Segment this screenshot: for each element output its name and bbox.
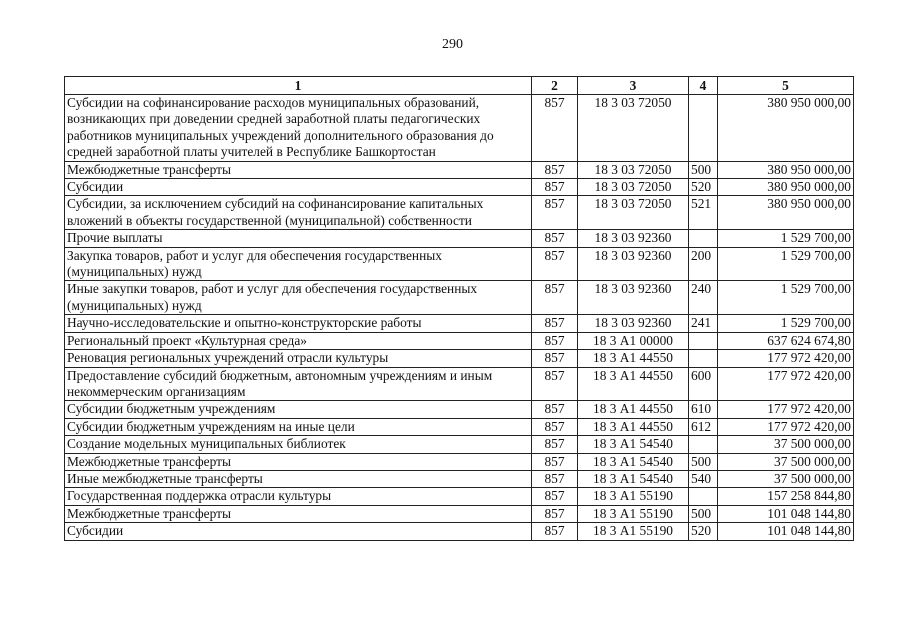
cell-type: 240: [689, 281, 718, 315]
header-col-1: 1: [65, 77, 532, 95]
cell-ministry: 857: [532, 230, 578, 247]
cell-amount: 380 950 000,00: [718, 161, 854, 178]
cell-code: 18 3 03 72050: [578, 196, 689, 230]
table-row: [65, 161, 854, 178]
table-row: [65, 95, 854, 162]
cell-ministry: 857: [532, 95, 578, 162]
cell-ministry: 857: [532, 247, 578, 281]
cell-type: 521: [689, 196, 718, 230]
table-row: [65, 505, 854, 522]
cell-name: Прочие выплаты: [65, 230, 532, 247]
cell-type: 500: [689, 505, 718, 522]
cell-name: Субсидии: [65, 523, 532, 540]
cell-type: [689, 95, 718, 162]
cell-amount: 637 624 674,80: [718, 332, 854, 349]
cell-amount: 157 258 844,80: [718, 488, 854, 505]
table-row: [65, 350, 854, 367]
table-body: [65, 95, 854, 541]
cell-code: 18 3 А1 55190: [578, 505, 689, 522]
cell-code: 18 3 А1 54540: [578, 453, 689, 470]
cell-name: Межбюджетные трансферты: [65, 505, 532, 522]
table-header: [65, 77, 854, 95]
page-number: 290: [442, 37, 463, 52]
cell-name: Субсидии на софинансирование расходов муниципальных образований, возникающих при доведении средней заработной платы педагогических работников муниципальных учреждений дополнительного образования до средней заработной платы учителей в Республике Башкортостан: [65, 95, 532, 162]
cell-amount: 37 500 000,00: [718, 436, 854, 453]
cell-type: 520: [689, 523, 718, 540]
cell-name: Межбюджетные трансферты: [65, 161, 532, 178]
cell-ministry: 857: [532, 281, 578, 315]
table-row: [65, 281, 854, 315]
cell-name: Субсидии бюджетным учреждениям: [65, 401, 532, 418]
cell-type: 241: [689, 315, 718, 332]
table-row: [65, 470, 854, 487]
cell-ministry: 857: [532, 401, 578, 418]
cell-code: 18 3 03 72050: [578, 95, 689, 162]
cell-type: 500: [689, 453, 718, 470]
cell-ministry: 857: [532, 367, 578, 401]
cell-ministry: 857: [532, 505, 578, 522]
cell-code: 18 3 А1 00000: [578, 332, 689, 349]
cell-code: 18 3 А1 55190: [578, 488, 689, 505]
cell-amount: 380 950 000,00: [718, 196, 854, 230]
cell-amount: 1 529 700,00: [718, 230, 854, 247]
header-col-5: 5: [718, 77, 854, 95]
cell-ministry: 857: [532, 332, 578, 349]
cell-ministry: 857: [532, 179, 578, 196]
cell-type: 540: [689, 470, 718, 487]
cell-type: [689, 350, 718, 367]
cell-amount: 177 972 420,00: [718, 418, 854, 435]
header-col-2: 2: [532, 77, 578, 95]
cell-code: 18 3 03 92360: [578, 281, 689, 315]
cell-ministry: 857: [532, 350, 578, 367]
table-row: [65, 436, 854, 453]
cell-amount: 1 529 700,00: [718, 315, 854, 332]
cell-amount: 101 048 144,80: [718, 505, 854, 522]
cell-name: Субсидии бюджетным учреждениям на иные цели: [65, 418, 532, 435]
cell-type: 600: [689, 367, 718, 401]
cell-code: 18 3 03 92360: [578, 315, 689, 332]
cell-code: 18 3 03 92360: [578, 230, 689, 247]
cell-type: [689, 332, 718, 349]
cell-type: 612: [689, 418, 718, 435]
cell-type: 500: [689, 161, 718, 178]
cell-code: 18 3 А1 54540: [578, 436, 689, 453]
cell-name: Иные закупки товаров, работ и услуг для обеспечения государственных (муниципальных) нужд: [65, 281, 532, 315]
cell-amount: 1 529 700,00: [718, 247, 854, 281]
cell-ministry: 857: [532, 196, 578, 230]
cell-ministry: 857: [532, 436, 578, 453]
cell-name: Предоставление субсидий бюджетным, автономным учреждениям и иным некоммерческим организациям: [65, 367, 532, 401]
cell-ministry: 857: [532, 453, 578, 470]
table-row: [65, 247, 854, 281]
cell-name: Реновация региональных учреждений отрасли культуры: [65, 350, 532, 367]
cell-code: 18 3 А1 44550: [578, 418, 689, 435]
header-row: [65, 77, 854, 95]
cell-code: 18 3 03 72050: [578, 179, 689, 196]
table-row: [65, 488, 854, 505]
cell-amount: 177 972 420,00: [718, 350, 854, 367]
cell-amount: 177 972 420,00: [718, 367, 854, 401]
cell-code: 18 3 А1 44550: [578, 367, 689, 401]
cell-amount: 380 950 000,00: [718, 95, 854, 162]
cell-amount: 1 529 700,00: [718, 281, 854, 315]
cell-amount: 37 500 000,00: [718, 453, 854, 470]
cell-code: 18 3 03 72050: [578, 161, 689, 178]
cell-type: [689, 436, 718, 453]
cell-amount: 37 500 000,00: [718, 470, 854, 487]
budget-table: [64, 76, 854, 541]
cell-code: 18 3 А1 54540: [578, 470, 689, 487]
cell-name: Создание модельных муниципальных библиотек: [65, 436, 532, 453]
table-row: [65, 401, 854, 418]
cell-ministry: 857: [532, 488, 578, 505]
cell-name: Научно-исследовательские и опытно-конструкторские работы: [65, 315, 532, 332]
cell-type: 520: [689, 179, 718, 196]
cell-code: 18 3 А1 55190: [578, 523, 689, 540]
cell-name: Субсидии: [65, 179, 532, 196]
cell-type: 200: [689, 247, 718, 281]
header-col-3: 3: [578, 77, 689, 95]
cell-name: Иные межбюджетные трансферты: [65, 470, 532, 487]
cell-type: [689, 488, 718, 505]
cell-type: [689, 230, 718, 247]
table-row: [65, 418, 854, 435]
table-row: [65, 332, 854, 349]
table-row: [65, 230, 854, 247]
header-col-4: 4: [689, 77, 718, 95]
cell-code: 18 3 А1 44550: [578, 401, 689, 418]
cell-ministry: 857: [532, 418, 578, 435]
table-row: [65, 315, 854, 332]
cell-ministry: 857: [532, 315, 578, 332]
cell-type: 610: [689, 401, 718, 418]
cell-name: Региональный проект «Культурная среда»: [65, 332, 532, 349]
cell-name: Межбюджетные трансферты: [65, 453, 532, 470]
cell-amount: 177 972 420,00: [718, 401, 854, 418]
cell-ministry: 857: [532, 161, 578, 178]
cell-code: 18 3 А1 44550: [578, 350, 689, 367]
table-row: [65, 523, 854, 540]
table-row: [65, 367, 854, 401]
table-row: [65, 196, 854, 230]
cell-name: Государственная поддержка отрасли культуры: [65, 488, 532, 505]
cell-code: 18 3 03 92360: [578, 247, 689, 281]
table-row: [65, 453, 854, 470]
cell-ministry: 857: [532, 523, 578, 540]
table-row: [65, 179, 854, 196]
cell-name: Субсидии, за исключением субсидий на софинансирование капитальных вложений в объекты государственной (муниципальной) собственности: [65, 196, 532, 230]
cell-amount: 380 950 000,00: [718, 179, 854, 196]
cell-name: Закупка товаров, работ и услуг для обеспечения государственных (муниципальных) нужд: [65, 247, 532, 281]
cell-amount: 101 048 144,80: [718, 523, 854, 540]
cell-ministry: 857: [532, 470, 578, 487]
